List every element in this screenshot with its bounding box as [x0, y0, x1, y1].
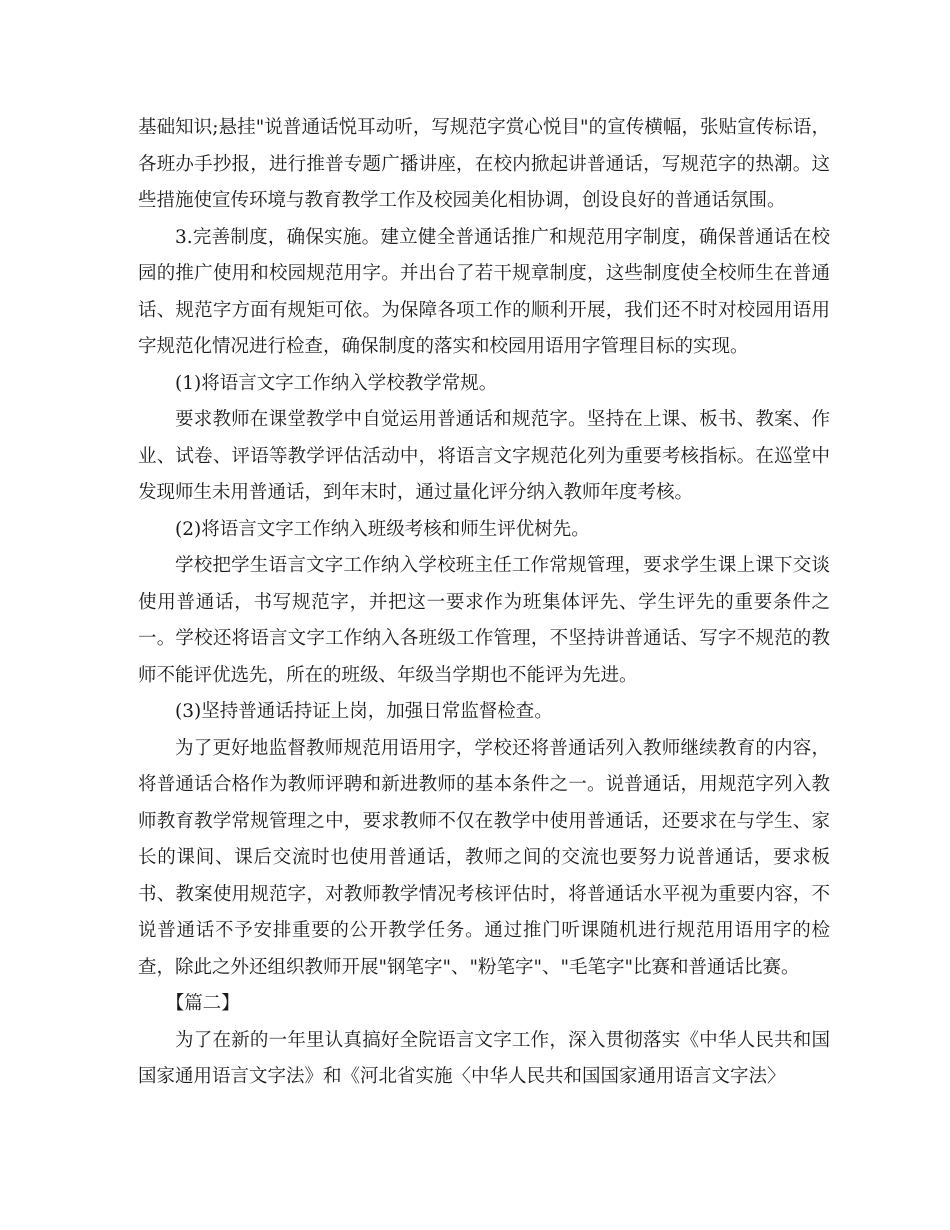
paragraph-section-3: 3.完善制度，确保实施。建立健全普通话推广和规范用字制度，确保普通话在校园的推广使用和校园规范用字。并出台了若干规章制度，这些制度使全校师生在普通话、规范字方面有规矩可依。为保障各项工作的顺利开展，我们还不时对校园用语用字规范化情况进行检查，确保制度的落实和校园用语用字管理目标的实现。	[138, 226, 830, 357]
paragraph-item-2-heading: (2)将语言文字工作纳入班级考核和师生评优树先。	[175, 518, 590, 540]
paragraph-part-two-intro: 为了在新的一年里认真搞好全院语言文字工作，深入贯彻落实《中华人民共和国国家通用语言文字法》和《河北省实施〈中华人民共和国国家通用语言文字法〉	[138, 1029, 830, 1087]
paragraph-item-3-heading: (3)坚持普通话持证上岗，加强日常监督检查。	[175, 701, 553, 722]
paragraph-item-3-body: 为了更好地监督教师规范用语用字，学校还将普通话列入教师继续教育的内容，将普通话合格作为教师评聘和新进教师的基本条件之一。说普通话，用规范字列入教师教育教学常规管理之中，要求教师不仅在教学中使用普通话，还要求在与学生、家长的课间、课后交流时也使用普通话，教师之间的交流也要努力说普通话，要求板书、教案使用规范字，对教师教学情况考核评估时，将普通话水平视为重要内容，不说普通话不予安排重要的公开教学任务。通过推门听课随机进行规范用语用字的检查，除此之外还组织教师开展"钢笔字"、"粉笔字"、"毛笔字"比赛和普通话比赛。	[138, 737, 830, 978]
paragraph-item-2-body: 学校把学生语言文字工作纳入学校班主任工作常规管理，要求学生课上课下交谈使用普通话，书写规范字，并把这一要求作为班集体评先、学生评先的重要条件之一。学校还将语言文字工作纳入各班级工作管理，不坚持讲普通话、写字不规范的教师不能评优选先，所在的班级、年级当学期也不能评为先进。	[138, 555, 830, 686]
paragraph-item-1-body: 要求教师在课堂教学中自觉运用普通话和规范字。坚持在上课、板书、教案、作业、试卷、评语等教学评估活动中，将语言文字规范化列为重要考核指标。在巡堂中发现师生未用普通话，到年末时，通过量化评分纳入教师年度考核。	[138, 409, 830, 503]
section-heading-part-two: 【篇二】	[165, 993, 240, 1014]
document-body	[138, 110, 830, 1096]
paragraph-item-1-heading: (1)将语言文字工作纳入学校教学常规。	[175, 372, 498, 394]
paragraph-intro-continuation: 基础知识;悬挂"说普通话悦耳动听，写规范字赏心悦目"的宣传横幅，张贴宣传标语，各班办手抄报，进行推普专题广播讲座，在校内掀起讲普通话，写规范字的热潮。这些措施使宣传环境与教育教学工作及校园美化相协调，创设良好的普通话氛围。	[138, 117, 830, 211]
